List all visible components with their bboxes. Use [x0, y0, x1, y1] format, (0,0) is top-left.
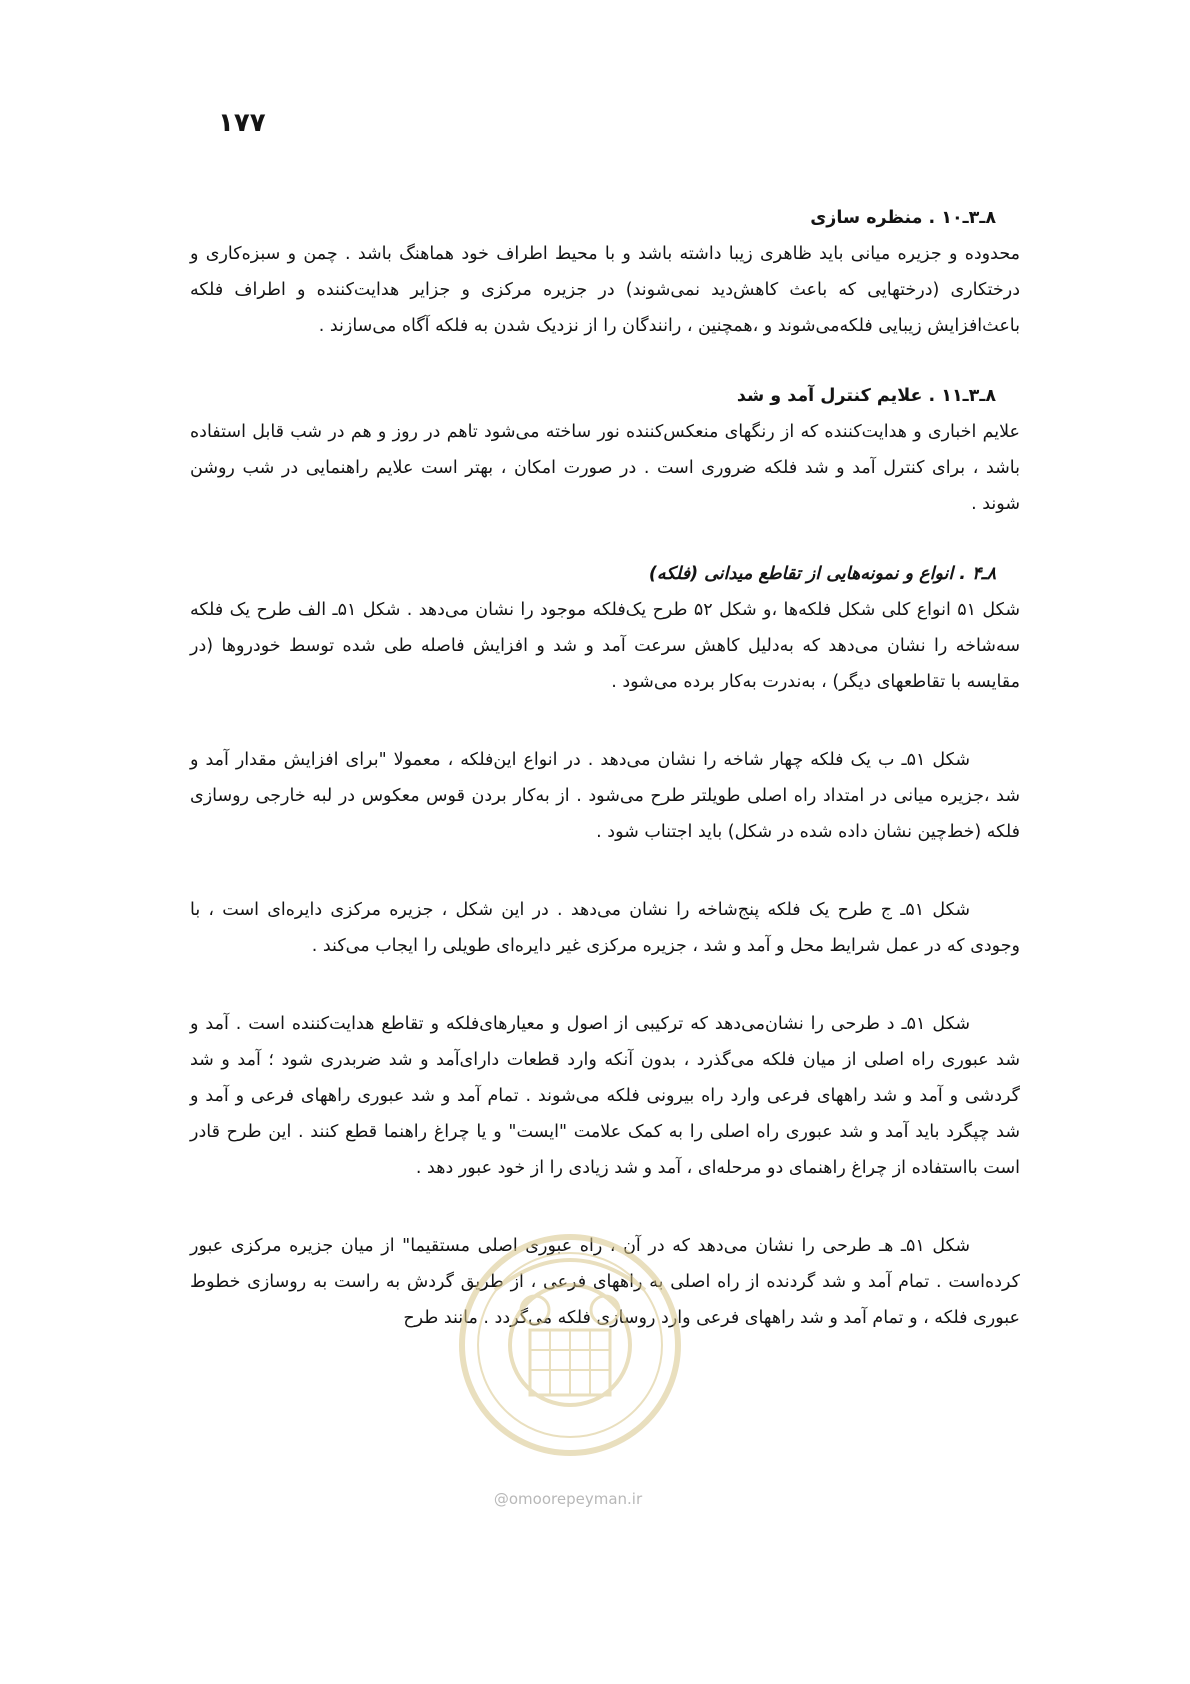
page-body — [190, 200, 1020, 1336]
paragraph: محدوده و جزیره میانی باید ظاهری زیبا داشته باشد و با محیط اطراف خود هماهنگ باشد . چمن و سبزه‌کاری و درختکاری (درختهایی که باعث کاهش‌دید نمی‌شوند) در جزیره مرکزی و جزایر هدایت‌کننده و اطراف فلکه باعث‌افزایش زیبایی فلکه‌می‌شوند و ،همچنین ، رانندگان را از نزدیک شدن به فلکه آگاه می‌سازند . — [190, 244, 1020, 336]
paragraph: علایم اخباری و هدایت‌کننده که از رنگهای منعکس‌کننده نور ساخته می‌شود تا‌هم در روز و هم در شب قابل استفاده باشد ، برای کنترل آمد و شد فلکه ضروری است . در صورت امکان ، بهتر است علایم راهنمایی در شب روشن شوند . — [190, 422, 1020, 514]
section-landscaping — [190, 200, 1020, 344]
page-number: ۱۷۷ — [218, 108, 266, 138]
paragraph: شکل ۵۱ـ ب یک فلکه چهار شاخه را نشان می‌دهد . در انواع این‌فلکه ، معمولا "برای افزایش مقدار آمد و شد ،جزیره میانی در امتداد راه اصلی طویلتر طرح می‌شود . از به‌کار بردن قوس معکوس در لبه خارجی روسازی فلکه (خط‌چین نشان داده شده در شکل) باید اجتناب شود . — [190, 750, 1020, 842]
section-roundabout-types — [190, 556, 1020, 1336]
watermark-url: @omoorepeyman.ir — [493, 1490, 643, 1508]
section-heading: ۸ـ۳ـ۱۰ . منظره سازی — [810, 208, 996, 228]
paragraph: شکل ۵۱ انواع کلی شکل فلکه‌ها ،و شکل ۵۲ طرح یک‌فلکه موجود را نشان می‌دهد . شکل ۵۱ـ الف طرح یک فلکه سه‌شاخه را نشان می‌دهد که به‌دلیل کاهش سرعت آمد و شد و افزایش فاصله طی شده توسط خودروها (در مقایسه با تقاطعهای دیگر) ، به‌ندرت به‌کار برده می‌شود . — [190, 600, 1020, 692]
paragraph: شکل ۵۱ـ ج طرح یک فلکه پنج‌شاخه را نشان می‌دهد . در این شکل ، جزیره مرکزی دایره‌ای است ، با وجودی که در عمل شرایط محل و آمد و شد ، جزیره مرکزی غیر دایره‌ای طویلی را ایجاب می‌کند . — [190, 900, 1020, 956]
section-traffic-signs — [190, 378, 1020, 522]
section-heading: ۸ـ۳ـ۱۱ . علایم کنترل آمد و شد — [736, 386, 996, 406]
paragraph: شکل ۵۱ـ د طرحی را نشان‌می‌دهد که ترکیبی از اصول و معیارهای‌فلکه و تقاطع هدایت‌کننده است . آمد و شد عبوری راه اصلی از میان فلکه می‌گذرد ، بدون آنکه وارد قطعات دارای‌آمد و شد ضربدری شود ؛ آمد و شد گردشی و آمد و شد راههای فرعی وارد راه بیرونی فلکه می‌شوند . تمام آمد و شد عبوری راههای فرعی و آمد و شد چپگرد باید آمد و شد عبوری راه اصلی را به کمک علامت "ایست" و یا چراغ راهنما قطع کنند . این طرح قادر است بااستفاده از چراغ راهنمای دو مرحله‌ای ، آمد و شد زیادی را از خود عبور دهد . — [190, 1014, 1020, 1178]
section-heading: ۸ـ۴ . انواع و نمونه‌هایی از تقاطع میدانی (فلکه) — [648, 564, 996, 584]
paragraph: شکل ۵۱ـ هـ طرحی را نشان می‌دهد که در آن ، راه عبوری اصلی مستقیما" از میان جزیره مرکزی عبور کرده‌است . تمام آمد و شد گردنده از راه اصلی به راههای فرعی ، از طریق گردش به راست به روسازی خطوط عبوری فلکه ، و تمام آمد و شد راههای فرعی وارد روسازی فلکه می‌گردد . مانند طرح — [190, 1236, 1020, 1328]
